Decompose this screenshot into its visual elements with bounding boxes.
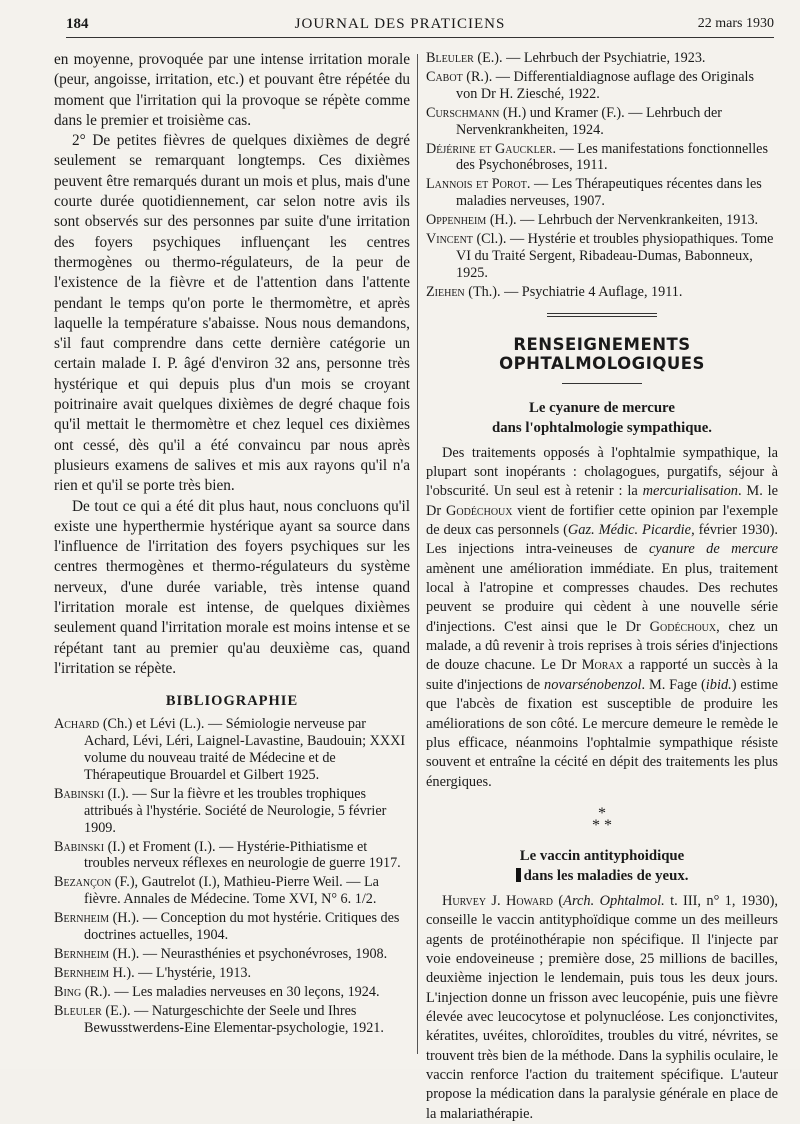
- asterism: * * *: [592, 804, 612, 834]
- bibliography-heading: BIBLIOGRAPHIE: [165, 693, 299, 710]
- article-body: [426, 444, 778, 792]
- bib-entry: Déjérine et Gauckler. — Les manifestations fonctionnelles des Psychonébroses, 1911.: [426, 140, 768, 174]
- bib-entry: Oppenheim (H.). — Lehrbuch der Nervenkrankeiten, 1913.: [426, 212, 759, 229]
- margin-mark: [516, 868, 521, 882]
- right-column: [426, 50, 778, 1124]
- bibliography-list-continued: [426, 50, 778, 301]
- bib-entry: Babinski (I.). — Sur la fièvre et les troubles trophiques attribués à l'hystérie. Société de Neurologie, 5 février 1909.: [54, 785, 387, 836]
- bib-entry: Bernheim (H.). — Conception du mot hystérie. Critiques des doctrines actuelles, 1904.: [54, 910, 400, 944]
- article-body: [426, 892, 778, 1124]
- page-header: [0, 10, 800, 38]
- bib-entry: Vincent (Cl.). — Hystérie et troubles physiopathiques. Tome VI du Traité Sergent, Ribadeau-Dumas, Babonneux, 1925.: [426, 231, 774, 281]
- bib-entry: Achard (Ch.) et Lévi (L.). — Sémiologie nerveuse par Achard, Lévi, Léri, Laignel-Lavastine, Baudouin; XXXI volume du nouveau traité de Médecine et de Thérapeutique Brouardel et Gilbert 1925.: [54, 716, 406, 783]
- bib-entry: Bernheim H.). — L'hystérie, 1913.: [54, 964, 252, 981]
- bib-entry: Bleuler (E.). — Naturgeschichte der Seele und Ihres Bewusstwerdens-Eine Elementar-psychologie, 1921.: [54, 1002, 384, 1036]
- paragraph: 2° De petites fièvres de quelques dixièmes de degré seulement se remarquant longtemps. Ces dixièmes peuvent être remarqués durant un mois et plus, mais d'une courte durée quotidiennement, car selon notre avis ils sont observés sur des personnes par suite d'une irritation des foyers psychiques influençant les centres thermogènes ou thermo-régulateurs, de la peur de l'existence de la fièvre et de l'attention dans l'attente pendant le temps qu'on porte le thermomètre, et après laquelle la température s'abaisse. Nous nous demandons, s'il faut comprendre dans cette dernière catégorie un certain malade I. P. âgé d'environ 32 ans, personne très hystérique et qui depuis plus d'un mois se croyant poitrinaire avait quelques dixièmes de degré chaque fois qu'il mettait le thermomètre et chez lequel ces dixièmes ont cessé, dès qu'il a été convaincu par nous après plusieurs examens de salives et mis aux rayons qu'il n'a rien et qu'il se porte très bien.: [54, 132, 410, 495]
- paragraph: en moyenne, provoquée par une intense irritation morale (peur, angoisse, irritation, etc.) et pouvant être répétée du moment que l'irritation qui la provoque se répète comme dans le premier et troisième cas.: [54, 51, 410, 129]
- paragraph: Hurvey J. Howard (Arch. Ophtalmol. t. III, n° 1, 1930), conseille le vaccin antityphoïdique comme un des meilleurs agents de protéinothérapie non spécifique. Il l'injecte par voie endoveineuse ; première dose, 25 millions de bacilles, deuxième injection le lendemain, puis tous les deux jours. L'injection donne un frisson avec leucopénie, puis une fièvre élevée avec leucocytose et polynucléose. Les conjonctivites, kératites, uvéites, chloroïdites, troubles du vitré, névrites, se trouvent très bien de la méthode. Dans la syphilis oculaire, le vaccin renforce l'action du traitement spécifique. L'auteur propose la médication dans la paralysie générale en place de la malariathérapie.: [426, 892, 779, 1122]
- bib-entry: Bing (R.). — Les maladies nerveuses en 30 leçons, 1924.: [54, 983, 380, 1000]
- left-column: [54, 50, 410, 1039]
- header-rule: [66, 37, 774, 38]
- bib-entry: Bleuler (E.). — Lehrbuch der Psychiatrie, 1923.: [426, 50, 706, 66]
- column-divider: [417, 54, 418, 1054]
- double-rule-divider: [547, 313, 657, 317]
- section-title: RENSEIGNEMENTS OPHTALMOLOGIQUES: [499, 334, 705, 373]
- article-title: Le vaccin antityphoidique dans les maladies de yeux.: [426, 846, 778, 886]
- paragraph: De tout ce qui a été dit plus haut, nous concluons qu'il existe une hyperthermie hystérique ayant sa source dans l'influence de l'irritation des foyers psychiques sur les centres thermogènes et thermo-régulateurs du système nerveux, d'une durée variable, très intense quand l'irritation morale est intense, de quelques dixièmes seulement quand l'irritation morale est moins intense et se répétant tant au premier qu'au deuxième cas, quand l'irritation se répète.: [54, 497, 410, 677]
- journal-title: JOURNAL DES PRATICIENS: [294, 16, 506, 32]
- article-title: Le cyanure de mercure dans l'ophtalmologie sympathique.: [492, 399, 712, 436]
- bib-entry: Cabot (R.). — Differentialdiagnose auflage des Originals von Dr H. Ziesché, 1922.: [426, 68, 754, 102]
- bib-entry: Ziehen (Th.). — Psychiatrie 4 Auflage, 1911.: [426, 283, 683, 300]
- bib-entry: Lannois et Porot. — Les Thérapeutiques récentes dans les maladies nerveuses, 1907.: [426, 176, 762, 210]
- bib-entry: Curschmann (H.) und Kramer (F.). — Lehrbuch der Nervenkrankheiten, 1924.: [426, 104, 723, 138]
- section-rule: [562, 383, 642, 384]
- bib-entry: Bezançon (F.), Gautrelot (I.), Mathieu-Pierre Weil. — La fièvre. Annales de Médecine. Tome XVI, N° 6. 1/2.: [54, 874, 379, 908]
- bib-entry: Babinski (I.) et Froment (I.). — Hystérie-Pithiatisme et troubles nerveux réflexes en neurologie de guerre 1917.: [54, 838, 401, 872]
- page-number: 184: [66, 16, 89, 32]
- bibliography-list: [54, 716, 410, 1036]
- paragraph: Des traitements opposés à l'ophtalmie sympathique, la plupart sont inopérants : cholagogues, purgatifs, séjour à l'obscurité. Un seul est à retenir : la mercurialisation. M. le Dr Godéchoux vient de fortifier cette opinion par l'exemple de deux cas personnels (Gaz. Médic. Picardie, février 1930). Les injections intra-veineuses de cyanure de mercure amènent une amélioration immédiate. En plus, traitement local à l'atropine et compresses chaudes. Des rechutes peuvent se produire qui cèdent à une nouvelle série d'injections. C'est ainsi que le Dr Godéchoux, chez un malade, a dû revenir à trois reprises à trois séries d'injections de douze chacune. Le Dr Morax a rapporté un succès à la suite d'injections de novarsénobenzol. M. Fage (ibid.) estime que l'abcès de fixation est susceptible de produire les améliorations de son côté. Le mercure demeure le remède le plus efficace, néanmoins l'ophtalmie sympathique résiste souvent et entraîne la cécité en dépit des traitements les plus énergiques.: [426, 444, 778, 790]
- issue-date: 22 mars 1930: [697, 16, 774, 31]
- bib-entry: Bernheim (H.). — Neurasthénies et psychonévroses, 1908.: [54, 945, 388, 962]
